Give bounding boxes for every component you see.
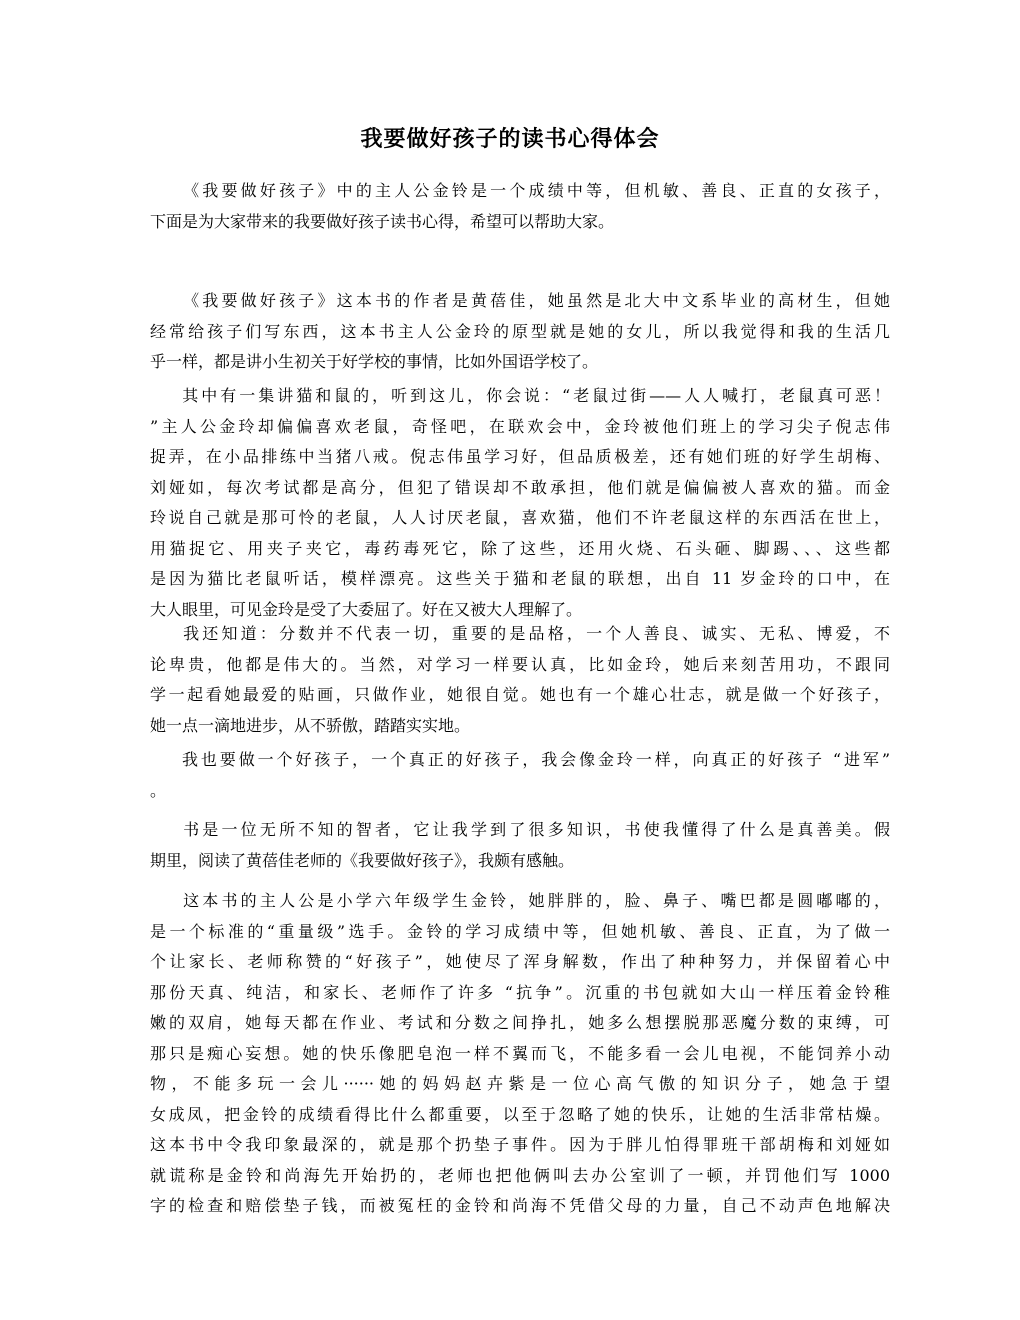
paragraph-line: 就谎称是金铃和尚海先开始扔的，老师也把他俩叫去办公室训了一顿，并罚他们写 1000 xyxy=(150,1165,890,1185)
paragraph-line: 经常给孩子们写东西，这本书主人公金玲的原型就是她的女儿，所以我觉得和我的生活几 xyxy=(150,321,890,341)
paragraph-line: 那份天真、纯洁，和家长、老师作了许多 “抗争”。沉重的书包就如大山一样压着金铃稚 xyxy=(150,982,890,1002)
paragraph-line: 大人眼里，可见金玲是受了大委屈了。好在又被大人理解了。 xyxy=(150,599,583,619)
paragraph-line: 我也要做一个好孩子，一个真正的好孩子，我会像金玲一样，向真正的好孩子 “进军” xyxy=(150,750,890,769)
paragraph-line: ”主人公金玲却偏偏喜欢老鼠，奇怪吧，在联欢会中，金玲被他们班上的学习尖子倪志伟 xyxy=(150,416,890,436)
paragraph-goal xyxy=(150,745,890,806)
paragraph-line: 是一个标准的“重量级”选手。金铃的学习成绩中等，但她机敏、善良、正直，为了做一 xyxy=(150,921,890,941)
paragraph-cat-mouse xyxy=(150,381,890,625)
paragraph-line: 玲说自己就是那可怜的老鼠，人人讨厌老鼠，喜欢猫，他们不许老鼠这样的东西活在世上， xyxy=(150,508,890,527)
paragraph-line: 嫩的双肩，她每天都在作业、考试和分数之间挣扎，她多么想摆脱那恶魔分数的束缚，可 xyxy=(150,1013,890,1032)
paragraph-line: 捉弄，在小品排练中当猪八戒。倪志伟虽学习好，但品质极差，还有她们班的好学生胡梅、 xyxy=(150,447,890,466)
paragraph-line: 期里，阅读了黄蓓佳老师的《我要做好孩子》，我颇有感触。 xyxy=(150,850,575,870)
paragraph-line: 这本书中令我印象最深的，就是那个扔垫子事件。因为于胖儿怕得罪班干部胡梅和刘娅如 xyxy=(150,1135,890,1154)
paragraph-line: 《我要做好孩子》这本书的作者是黄蓓佳，她虽然是北大中文系毕业的高材生，但她 xyxy=(150,291,890,310)
paragraph-line: 《我要做好孩子》中的主人公金铃是一个成绩中等，但机敏、善良、正直的女孩子， xyxy=(150,181,890,200)
paragraph-line: 那只是痴心妄想。她的快乐像肥皂泡一样不翼而飞，不能多看一会儿电视，不能饲养小动 xyxy=(150,1043,890,1063)
paragraph-line: 。 xyxy=(150,780,167,800)
paragraph-line: 其中有一集讲猫和鼠的，听到这儿，你会说：“老鼠过街——人人喊打，老鼠真可恶！ xyxy=(150,386,890,405)
paragraph-line: 书是一位无所不知的智者，它让我学到了很多知识，书使我懂得了什么是真善美。假 xyxy=(150,820,890,839)
paragraph-line: 乎一样，都是讲小生初关于好学校的事情，比如外国语学校了。 xyxy=(150,352,599,371)
paragraph-line: 下面是为大家带来的我要做好孩子读书心得，希望可以帮助大家。 xyxy=(150,211,615,231)
paragraph-author xyxy=(150,286,890,378)
paragraph-values xyxy=(150,619,890,741)
paragraph-intro xyxy=(150,176,890,237)
paragraph-protagonist xyxy=(150,886,890,1222)
paragraph-line: 学一起看她最爱的贴画，只做作业，她很自觉。她也有一个雄心壮志，就是做一个好孩子， xyxy=(150,685,890,704)
page-title: 我要做好孩子的读书心得体会 xyxy=(360,126,660,152)
paragraph-line: 是因为猫比老鼠听话，模样漂亮。这些关于猫和老鼠的联想，出自 11 岁金玲的口中，在 xyxy=(150,569,890,588)
paragraph-line: 论卑贵，他都是伟大的。当然，对学习一样要认真，比如金玲，她后来刻苦用功，不跟同 xyxy=(150,654,890,674)
paragraph-line: 我还知道：分数并不代表一切，重要的是品格，一个人善良、诚实、无私、博爱，不 xyxy=(150,624,890,643)
paragraph-line: 物，不能多玩一会儿······她的妈妈赵卉紫是一位心高气傲的知识分子，她急于望 xyxy=(150,1074,890,1093)
paragraph-book-wisdom xyxy=(150,815,890,876)
paragraph-line: 个让家长、老师称赞的“好孩子”，她使尽了浑身解数，作出了种种努力，并保留着心中 xyxy=(150,952,890,971)
paragraph-line: 她一点一滴地进步，从不骄傲，踏踏实实地。 xyxy=(150,715,471,735)
paragraph-line: 刘娅如，每次考试都是高分，但犯了错误却不敢承担，他们就是偏偏被人喜欢的猫。而金 xyxy=(150,477,890,497)
paragraph-line: 用猫捉它、用夹子夹它，毒药毒死它，除了这些，还用火烧、石头砸、脚踢、、、这些都 xyxy=(150,538,890,558)
paragraph-line: 字的检查和赔偿垫子钱，而被冤枉的金铃和尚海不凭借父母的力量，自己不动声色地解决 xyxy=(150,1196,890,1215)
paragraph-line: 这本书的主人公是小学六年级学生金铃，她胖胖的，脸、鼻子、嘴巴都是圆嘟嘟的， xyxy=(150,891,890,910)
paragraph-line: 女成凤，把金铃的成绩看得比什么都重要，以至于忽略了她的快乐，让她的生活非常枯燥。 xyxy=(150,1104,890,1124)
